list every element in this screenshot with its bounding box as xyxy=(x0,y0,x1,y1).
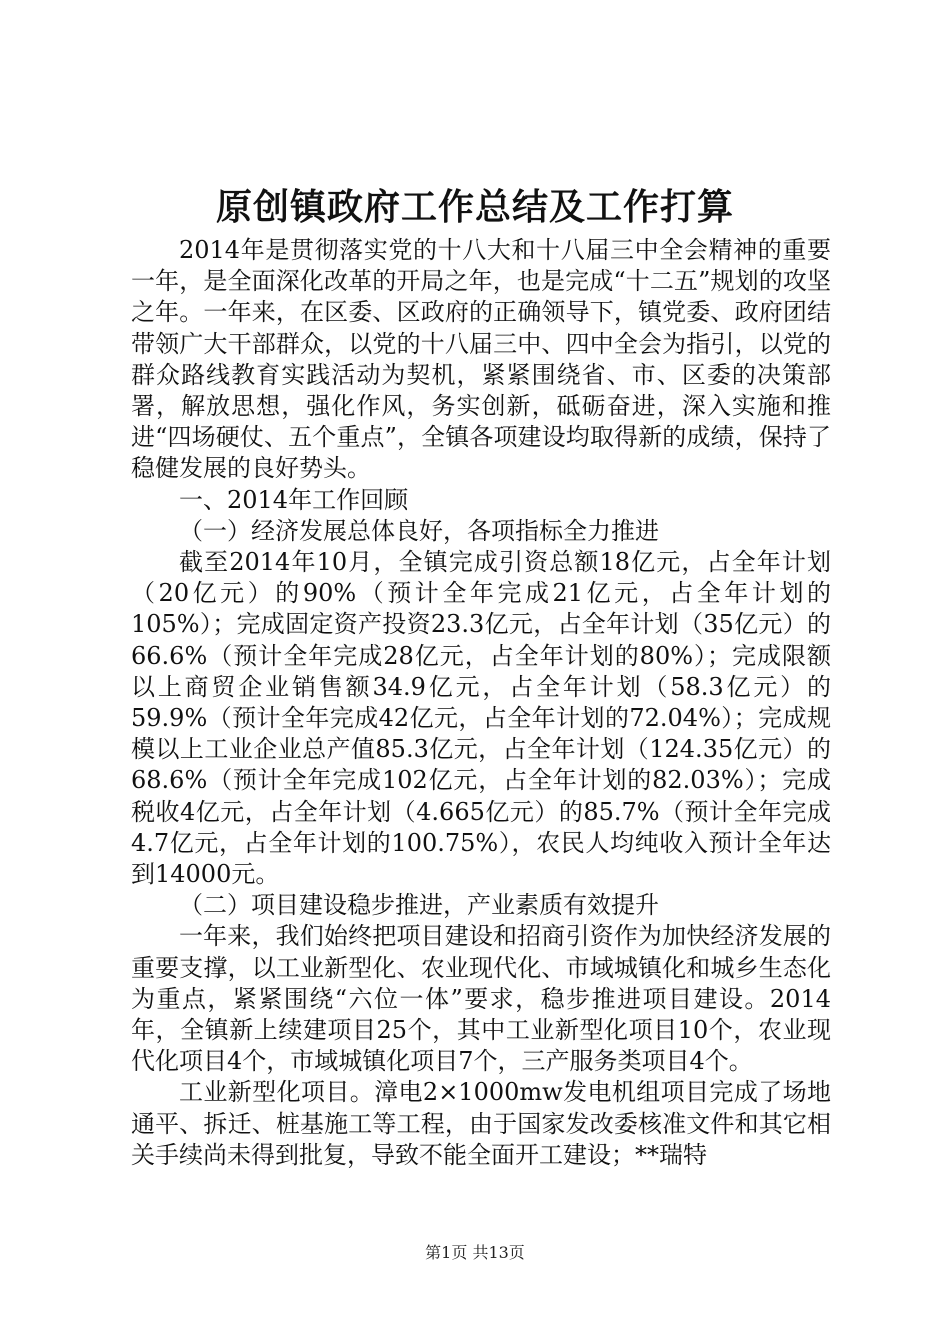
paragraph-projects: 一年来，我们始终把项目建设和招商引资作为加快经济发展的重要支撑，以工业新型化、农业现代化、市域城镇化和城乡生态化为重点，紧紧围绕“六位一体”要求，稳步推进项目建设。2014年，全镇新上续建项目25个，其中工业新型化项目10个，农业现代化项目4个，市域城镇化项目7个，三产服务类项目4个。 xyxy=(131,922,831,1076)
page-number-footer: 第1页 共13页 xyxy=(425,1243,525,1262)
paragraph-economy: 截至2014年10月，全镇完成引资总额18亿元，占全年计划（20亿元）的90%（预计全年完成21亿元，占全年计划的105%）；完成固定资产投资23.3亿元，占全年计划（35亿元）的66.6%（预计全年完成28亿元，占全年计划的80%）；完成限额以上商贸企业销售额34.9亿元，占全年计划（58.3亿元）的59.9%（预计全年完成42亿元，占全年计划的72.04%）；完成规模以上工业企业总产值85.3亿元，占全年计划（124.35亿元）的68.6%（预计全年完成102亿元，占全年计划的82.03%）；完成税收4亿元，占全年计划（4.665亿元）的85.7%（预计全年完成4.7亿元，占全年计划的100.75%），农民人均纯收入预计全年达到14000元。 xyxy=(131,548,831,889)
paragraph-intro: 2014年是贯彻落实党的十八大和十八届三中全会精神的重要一年，是全面深化改革的开局之年，也是完成“十二五”规划的攻坚之年。一年来，在区委、区政府的正确领导下，镇党委、政府团结带领广大干部群众，以党的十八届三中、四中全会为指引，以党的群众路线教育实践活动为契机，紧紧围绕省、市、区委的决策部署，解放思想，强化作风，务实创新，砥砺奋进，深入实施和推进“四场硬仗、五个重点”，全镇各项建设均取得新的成绩，保持了稳健发展的良好势头。 xyxy=(131,236,831,483)
subsection-heading: （一）经济发展总体良好，各项指标全力推进 xyxy=(179,516,659,545)
document-title: 原创镇政府工作总结及工作打算 xyxy=(215,186,734,228)
subsection-heading: （二）项目建设稳步推进，产业素质有效提升 xyxy=(179,891,659,920)
section-heading: 一、2014年工作回顾 xyxy=(179,485,409,514)
paragraph-industry: 工业新型化项目。漳电2×1000mw发电机组项目完成了场地通平、拆迁、桩基施工等工程，由于国家发改委核准文件和其它相关手续尚未得到批复，导致不能全面开工建设；**瑞特 xyxy=(131,1078,831,1169)
document-body xyxy=(131,235,831,1171)
